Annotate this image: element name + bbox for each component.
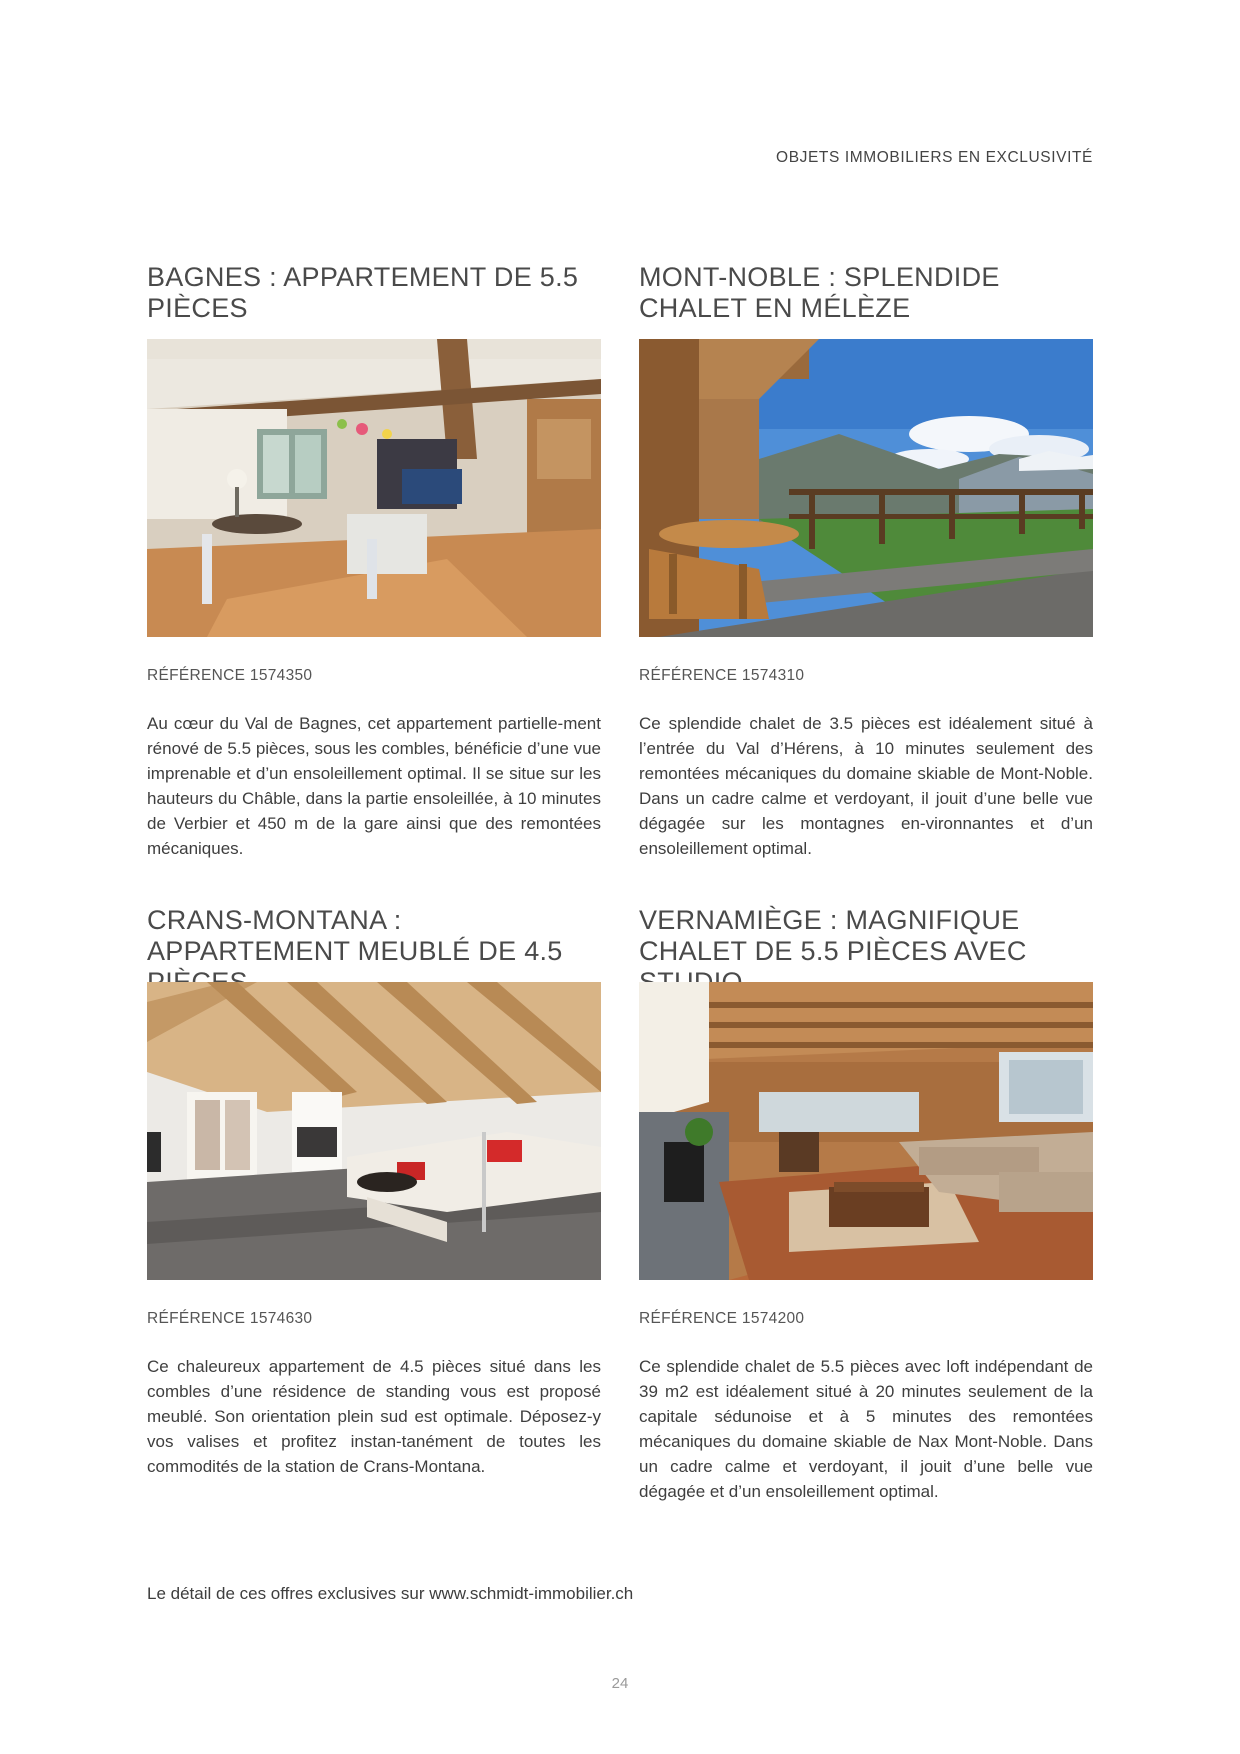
listing-card bbox=[639, 905, 1093, 1501]
listing-photo-vernamiege-living bbox=[639, 982, 1093, 1280]
section-header: OBJETS IMMOBILIERS EN EXCLUSIVITÉ bbox=[776, 149, 1093, 166]
listing-photo-chalet-terrace bbox=[639, 339, 1093, 637]
listing-title: CRANS-MONTANA : APPARTEMENT MEUBLÉ DE 4.5 bbox=[147, 905, 563, 966]
listing-title: MONT-NOBLE : SPLENDIDE CHALET EN MÉLÈZE bbox=[639, 262, 1000, 323]
listing-photo-crans-montana-living bbox=[147, 982, 601, 1280]
listing-card bbox=[639, 262, 1093, 858]
listing-card bbox=[147, 905, 601, 1476]
page-number: 24 bbox=[611, 1675, 629, 1692]
listing-reference: RÉFÉRENCE 1574310 bbox=[639, 667, 805, 684]
listing-description: Ce splendide chalet de 3.5 pièces est idéalement situé à l’entrée du Val d’Hérens, à 10 minutes seulement des remontées mécaniques du domaine skiable de Mont-Noble. Dans un cadre calme et verdoyant, il jouit d’une belle vue dégagée sur les montagnes en-vironnantes et d’un ensoleillement optimal. bbox=[639, 714, 1093, 858]
listing-description: Ce chaleureux appartement de 4.5 pièces situé dans les combles d’une résidence de standing vous est proposé meublé. Son orientation plein sud est optimale. Déposez-y vos valises et profitez instan-tanément de toutes les commodités de la station de Crans-Montana. bbox=[147, 1357, 601, 1476]
listing-photo-bagnes-interior bbox=[147, 339, 601, 637]
footer-note: Le détail de ces offres exclusives sur www.schmidt-immobilier.ch bbox=[147, 1584, 634, 1603]
listing-description: Ce splendide chalet de 5.5 pièces avec loft indépendant de 39 m2 est idéalement situé à 20 minutes seulement de la capitale sédunoise et à 5 minutes des remontées mécaniques du domaine skiable de Nax Mont-Noble. Dans un cadre calme et verdoyant, il jouit d’une belle vue dégagée et d’un ensoleillement optimal. bbox=[639, 1357, 1093, 1501]
listing-card bbox=[147, 262, 601, 858]
listing-reference: RÉFÉRENCE 1574200 bbox=[639, 1310, 805, 1327]
listing-title: VERNAMIÈGE : MAGNIFIQUE CHALET DE 5.5 PIÈCES AVEC bbox=[639, 905, 1027, 966]
listing-description: Au cœur du Val de Bagnes, cet appartement partielle-ment rénové de 5.5 pièces, sous les combles, bénéficie d’une vue imprenable et d’un ensoleillement optimal. Il se situe sur les hauteurs du Châble, dans la partie ensoleillée, à 10 minutes de Verbier et 450 m de la gare ainsi que des remontées mécaniques. bbox=[147, 714, 601, 858]
listing-title: BAGNES : APPARTEMENT DE 5.5 PIÈCES bbox=[147, 262, 579, 323]
listing-reference: RÉFÉRENCE 1574630 bbox=[147, 1310, 313, 1327]
listing-reference: RÉFÉRENCE 1574350 bbox=[147, 667, 313, 684]
